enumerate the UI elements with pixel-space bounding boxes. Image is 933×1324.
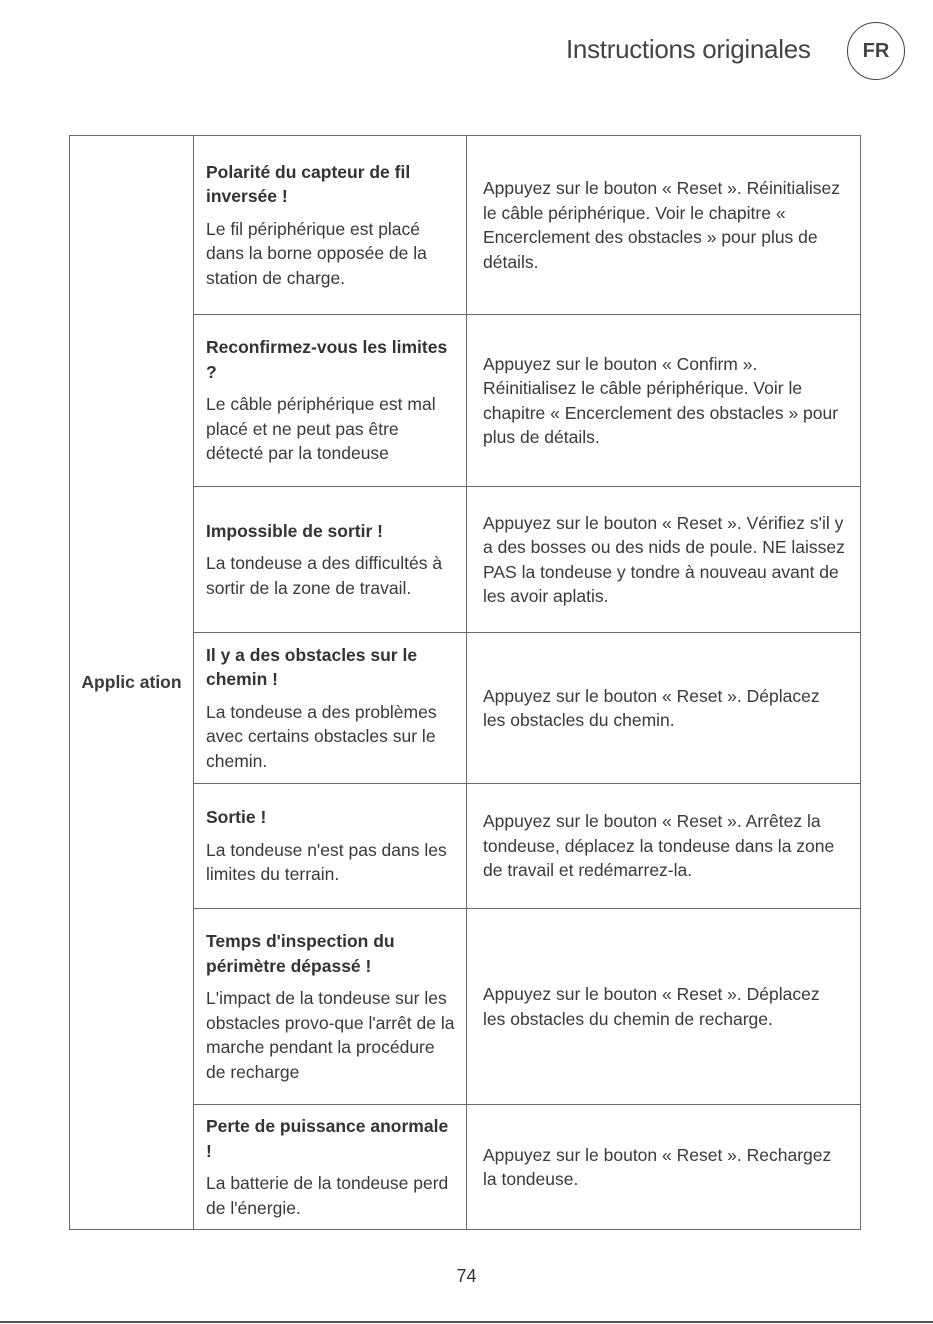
message-title: Temps d'inspection du périmètre dépassé !: [206, 931, 395, 976]
solution-cell: Appuyez sur le bouton « Reset ». Déplacez les obstacles du chemin.: [467, 633, 861, 784]
language-badge: FR: [847, 22, 905, 80]
solution-cell: Appuyez sur le bouton « Reset ». Rechargez la tondeuse.: [467, 1105, 861, 1230]
solution-cell: Appuyez sur le bouton « Reset ». Déplacez les obstacles du chemin de recharge.: [467, 909, 861, 1105]
message-title: Reconfirmez-vous les limites ?: [206, 337, 448, 382]
message-cell: [194, 909, 467, 1105]
message-cell: [194, 633, 467, 784]
message-description: Le câble périphérique est mal placé et ne peut pas être détecté par la tondeuse: [206, 394, 436, 464]
bottom-divider: [0, 1321, 933, 1323]
message-cell: [194, 136, 467, 315]
message-description: La tondeuse a des problèmes avec certains obstacles sur le chemin.: [206, 701, 437, 771]
message-title: Polarité du capteur de fil inversée !: [206, 161, 411, 207]
message-description: La tondeuse a des difficultés à sortir de la zone de travail.: [206, 553, 443, 598]
message-cell: [194, 1105, 467, 1230]
message-description: Le fil périphérique est placé dans la borne opposée de la station de charge.: [206, 218, 427, 288]
message-cell: [194, 487, 467, 633]
message-title: Sortie !: [206, 807, 267, 828]
message-description: La tondeuse n'est pas dans les limites du terrain.: [206, 839, 447, 885]
message-description: L'impact de la tondeuse sur les obstacles provo-que l'arrêt de la marche pendant la procédure de recharge: [206, 988, 455, 1082]
solution-cell: Appuyez sur le bouton « Reset ». Réinitialisez le câble périphérique. Voir le chapitre « Encerclement des obstacles » pour plus de détails.: [467, 136, 861, 315]
solution-cell: Appuyez sur le bouton « Confirm ». Réinitialisez le câble périphérique. Voir le chapitre « Encerclement des obstacles » pour plus de détails.: [467, 315, 861, 487]
page-number: 74: [456, 1266, 477, 1286]
message-cell: [194, 784, 467, 909]
solution-cell: Appuyez sur le bouton « Reset ». Vérifiez s'il y a des bosses ou des nids de poule. NE laissez PAS la tondeuse y tondre à nouveau avant de les avoir aplatis.: [467, 487, 861, 633]
message-title: Perte de puissance anormale !: [206, 1116, 449, 1161]
table-row: [70, 136, 861, 315]
message-title: Il y a des obstacles sur le chemin !: [206, 644, 418, 690]
message-title: Impossible de sortir !: [206, 520, 383, 541]
solution-cell: Appuyez sur le bouton « Reset ». Arrêtez la tondeuse, déplacez la tondeuse dans la zone de travail et redémarrez-la.: [467, 784, 861, 909]
troubleshooting-table: [69, 135, 861, 1230]
document-header-title: Instructions originales: [566, 34, 811, 64]
message-description: La batterie de la tondeuse perd de l'énergie.: [206, 1173, 449, 1218]
message-cell: [194, 315, 467, 487]
category-cell: Applic ation: [70, 136, 194, 1230]
